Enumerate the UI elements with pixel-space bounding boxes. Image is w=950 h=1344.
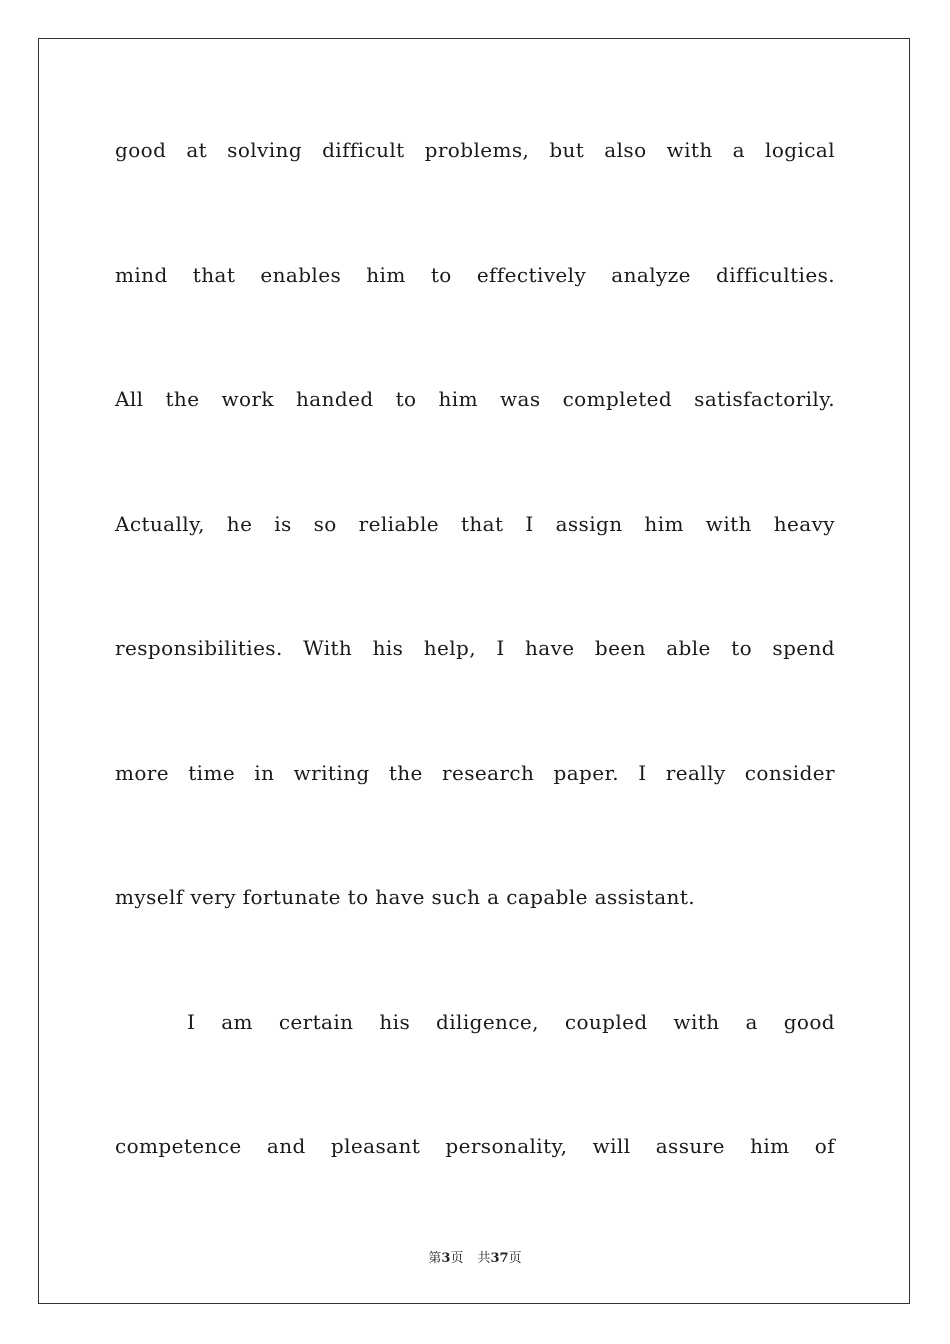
text-line: Actually, he is so reliable that I assign him with heavy bbox=[115, 511, 835, 536]
text-line: responsibilities. With his help, I have been able to spend bbox=[115, 636, 835, 660]
total-suffix: 页 bbox=[508, 1251, 522, 1266]
text-line: good at solving difficult problems, but also with a logical bbox=[115, 138, 835, 162]
current-page-number: 3 bbox=[441, 1251, 451, 1266]
text-line: All the work handed to him was completed satisfactorily. bbox=[115, 387, 835, 411]
total-prefix: 共 bbox=[477, 1251, 491, 1266]
page-suffix: 页 bbox=[450, 1251, 464, 1266]
page-footer bbox=[0, 1247, 950, 1266]
paragraph-first-line: I am certain his diligence, coupled with a good bbox=[187, 1009, 835, 1034]
text-line: myself very fortunate to have such a capable assistant. bbox=[115, 885, 696, 909]
text-line: mind that enables him to effectively analyze difficulties. bbox=[115, 262, 835, 287]
text-line: competence and pleasant personality, will assure him of bbox=[115, 1134, 835, 1158]
page-prefix: 第 bbox=[428, 1251, 442, 1266]
total-page-count: 37 bbox=[490, 1251, 509, 1266]
body-text bbox=[115, 132, 835, 1253]
text-line: more time in writing the research paper. I really consider bbox=[115, 760, 835, 785]
